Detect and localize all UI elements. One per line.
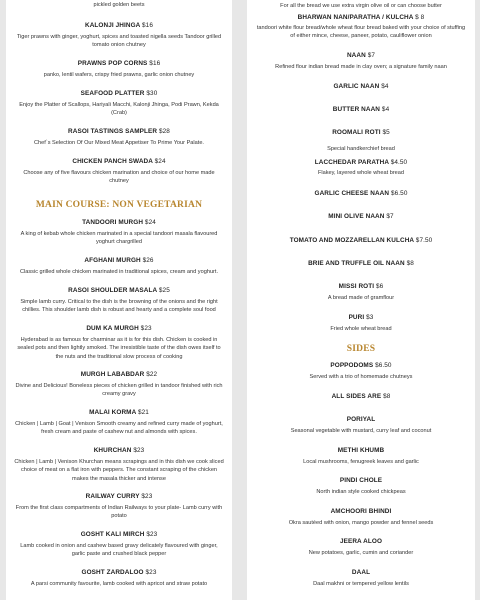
menu-item bbox=[247, 415, 475, 435]
menu-item bbox=[247, 212, 475, 221]
menu-item-name: MALAI KORMA $21 bbox=[89, 409, 149, 416]
section-heading: MAIN COURSE: NON VEGETARIAN bbox=[35, 200, 203, 210]
menu-item-description: Chicken | Lamb | Venison Khurchan means scrapings and in this dish we cook sliced choice of meat on a flat iron with peppers. The constant scraping of the chicken makes the masala thicker and intense bbox=[14, 459, 224, 482]
menu-item-description: Served with a trio of homemade chutneys bbox=[309, 374, 413, 380]
menu-item-name: PORIYAL bbox=[346, 416, 376, 423]
menu-item-description: Lamb cooked in onion and cashew based gravy delicately flavoured with ginger, garlic paste and crushed black pepper bbox=[20, 543, 218, 558]
menu-item bbox=[6, 492, 232, 521]
menu-item bbox=[6, 324, 232, 361]
menu-item bbox=[247, 128, 475, 153]
menu-item bbox=[247, 361, 475, 381]
menu-item bbox=[247, 568, 475, 588]
menu-item bbox=[247, 259, 475, 268]
menu-item-description: North indian style cooked chickpeas bbox=[316, 489, 406, 495]
menu-item bbox=[6, 127, 232, 147]
menu-item-description: For all the bread we use extra virgin olive oil or can choose butter bbox=[280, 3, 442, 9]
menu-item-fragment bbox=[247, 2, 475, 10]
menu-item-description: A parsi community favourite, lamb cooked with apricot and straw potato bbox=[30, 581, 208, 587]
menu-item bbox=[247, 13, 475, 41]
menu-item bbox=[6, 370, 232, 399]
menu-item-name: BUTTER NAAN $4 bbox=[332, 106, 390, 113]
menu-item-name: PURI $3 bbox=[348, 314, 374, 321]
menu-item-name: PRAWNS POP CORNS $16 bbox=[77, 60, 161, 67]
menu-item-name: KALONJI JHINGA $16 bbox=[85, 22, 153, 29]
menu-item bbox=[247, 82, 475, 91]
menu-item-name: AFGHANI MURGH $26 bbox=[84, 257, 154, 264]
menu-item bbox=[247, 313, 475, 333]
menu-item bbox=[247, 476, 475, 496]
menu-column-right bbox=[247, 0, 475, 600]
menu-item-name: LACCHEDAR PARATHA $4.50 bbox=[314, 159, 408, 166]
menu-item-description: Chef`s Selection Of Our Mixed Meat Appetiser To Prime Your Palate. bbox=[34, 140, 204, 146]
menu-item-description: Simple lamb curry. Critical to the dish is the browning of the onions and the right chillies. This shoulder lamb dish is robust and hearty and a complete soul food bbox=[20, 299, 218, 314]
menu-item-name: NAAN $7 bbox=[346, 52, 376, 59]
menu-item-description: Chicken | Lamb | Goat | Venison Smooth creamy and refined curry made of yoghurt, fresh cream and paste of cashew nut and almonds with spices. bbox=[15, 421, 223, 436]
menu-item-name: DUM KA MURGH $23 bbox=[86, 325, 152, 332]
menu-item-description: Hyderabad is as famous for charminar as it is for this dish. Chicken is cooked in sealed pots and then lightly smoked. The irresistible taste of the dish owes itself to the nuts and the traditional slow process of cooking bbox=[17, 337, 221, 360]
menu-item-description: Daal makhni or tempered yellow lentils bbox=[313, 581, 409, 587]
menu-item-description: pickled golden beets bbox=[93, 2, 145, 8]
menu-item bbox=[6, 157, 232, 186]
menu-item-description: Refined flour indian bread made in clay oven; a signature family naan bbox=[275, 64, 447, 70]
menu-item-name: ROOMALI ROTI $5 bbox=[332, 129, 390, 136]
menu-item-description: Seasonal vegetable with mustard, curry leaf and coconut bbox=[290, 428, 432, 434]
menu-item bbox=[6, 446, 232, 483]
menu-item-name: GOSHT KALI MIRCH $23 bbox=[80, 531, 158, 538]
menu-item bbox=[6, 218, 232, 247]
menu-item-name: GARLIC NAAN $4 bbox=[333, 83, 389, 90]
menu-item bbox=[247, 189, 475, 198]
menu-item-description: tandoori white flour bread/whole wheat flour bread baked with your choice of stuffing of either mince, cheese, paneer, potato, cauliflower onion bbox=[256, 25, 466, 40]
menu-item-name: GARLIC CHEESE NAAN $6.50 bbox=[314, 190, 408, 197]
menu-item-name: BRIE AND TRUFFLE OIL NAAN $8 bbox=[308, 260, 414, 267]
menu-item-name: MISSI ROTI $6 bbox=[338, 283, 384, 290]
menu-item-name: RASOI TASTINGS SAMPLER $28 bbox=[68, 128, 170, 135]
menu-item-description: Special handkerchief bread bbox=[327, 146, 395, 152]
menu-item-fragment bbox=[6, 1, 232, 9]
menu-item-description: New potatoes, garlic, cumin and coriander bbox=[308, 550, 414, 556]
menu-item-name: ALL SIDES ARE $8 bbox=[331, 393, 391, 400]
menu-item bbox=[6, 256, 232, 276]
menu-item bbox=[6, 568, 232, 588]
menu-column-left bbox=[6, 0, 232, 600]
menu-item-description: Local mushrooms, fenugreek leaves and garlic bbox=[303, 459, 419, 465]
menu-item bbox=[6, 530, 232, 559]
menu-item-name: MURGH LABABDAR $22 bbox=[80, 371, 158, 378]
menu-item bbox=[6, 408, 232, 437]
menu-item bbox=[6, 286, 232, 315]
menu-item-name: METHI KHUMB bbox=[337, 447, 385, 454]
menu-item-name: GOSHT ZARDALOO $23 bbox=[81, 569, 157, 576]
menu-item-name: RASOI SHOULDER MASALA $25 bbox=[68, 287, 170, 294]
menu-item-name: CHICKEN PANCH SWADA $24 bbox=[72, 158, 166, 165]
menu-item bbox=[247, 446, 475, 466]
menu-item-name: JEERA ALOO bbox=[339, 538, 383, 545]
menu-item bbox=[247, 507, 475, 527]
menu-item-description: A bread made of gramflour bbox=[327, 295, 395, 301]
menu-item-description: Okra sautéed with onion, mango powder and fennel seeds bbox=[288, 520, 434, 526]
menu-item-description: panko, lentil wafers, crispy fried prawns, garlic onion chutney bbox=[43, 72, 195, 78]
menu-item-name: SEAFOOD PLATTER $30 bbox=[80, 90, 158, 97]
menu-item-description: Choose any of five flavours chicken marination and choice of our home made chutney bbox=[23, 170, 215, 185]
menu-item-name: PINDI CHOLE bbox=[339, 477, 383, 484]
menu-item bbox=[247, 51, 475, 71]
menu-item-name: BHARWAN NAN/PARATHA / KULCHA $ 8 bbox=[297, 14, 425, 21]
menu-item bbox=[6, 59, 232, 79]
menu-item-description: Classic grilled whole chicken marinated in traditional spices, cream and yoghurt. bbox=[19, 269, 219, 275]
menu-item-description: From the first class compartments of Indian Railways to your plate- Lamb curry with potato bbox=[15, 505, 223, 520]
menu-item bbox=[6, 21, 232, 50]
menu-item-description: Divine and Delicious! Boneless pieces of chicken grilled in tandoor finished with rich creamy gravy bbox=[15, 383, 223, 398]
menu-item-description: Enjoy the Platter of Scallops, Hariyali Macchi, Kalonji Jhinga, Podi Prawn, Kekda (Crab) bbox=[19, 102, 219, 117]
section-heading: SIDES bbox=[346, 344, 376, 354]
menu-item-name: TANDOORI MURGH $24 bbox=[82, 219, 156, 226]
menu-item-name: MINI OLIVE NAAN $7 bbox=[328, 213, 394, 220]
menu-item bbox=[6, 89, 232, 118]
menu-item bbox=[247, 537, 475, 557]
menu-item-name: RAILWAY CURRY $23 bbox=[85, 493, 153, 500]
menu-item-name: DAAL bbox=[351, 569, 371, 576]
menu-item bbox=[247, 282, 475, 302]
menu-item-description: Flakey, layered whole wheat bread bbox=[317, 170, 405, 176]
menu-item-name: KHURCHAN $23 bbox=[93, 447, 145, 454]
menu-item-description: Fried whole wheat bread bbox=[330, 326, 392, 332]
menu-item bbox=[247, 236, 475, 245]
menu-item-name: POPPODOMS $6.50 bbox=[330, 362, 392, 369]
menu-item-name: AMCHOORI BHINDI bbox=[330, 508, 392, 515]
menu-item bbox=[247, 392, 475, 401]
menu-item-description: A king of kebab whole chicken marinated in a special tandoori masala flavoured yoghurt chargrilled bbox=[20, 231, 218, 246]
menu-item bbox=[247, 105, 475, 114]
menu-item-description: Tiger prawns with ginger, yoghurt, spices and toasted nigella seeds Tandoor grilled tomato onion chutney bbox=[16, 34, 222, 49]
menu-item-name: TOMATO AND MOZZARELLAN KULCHA $7.50 bbox=[289, 237, 433, 244]
menu-item bbox=[247, 158, 475, 177]
